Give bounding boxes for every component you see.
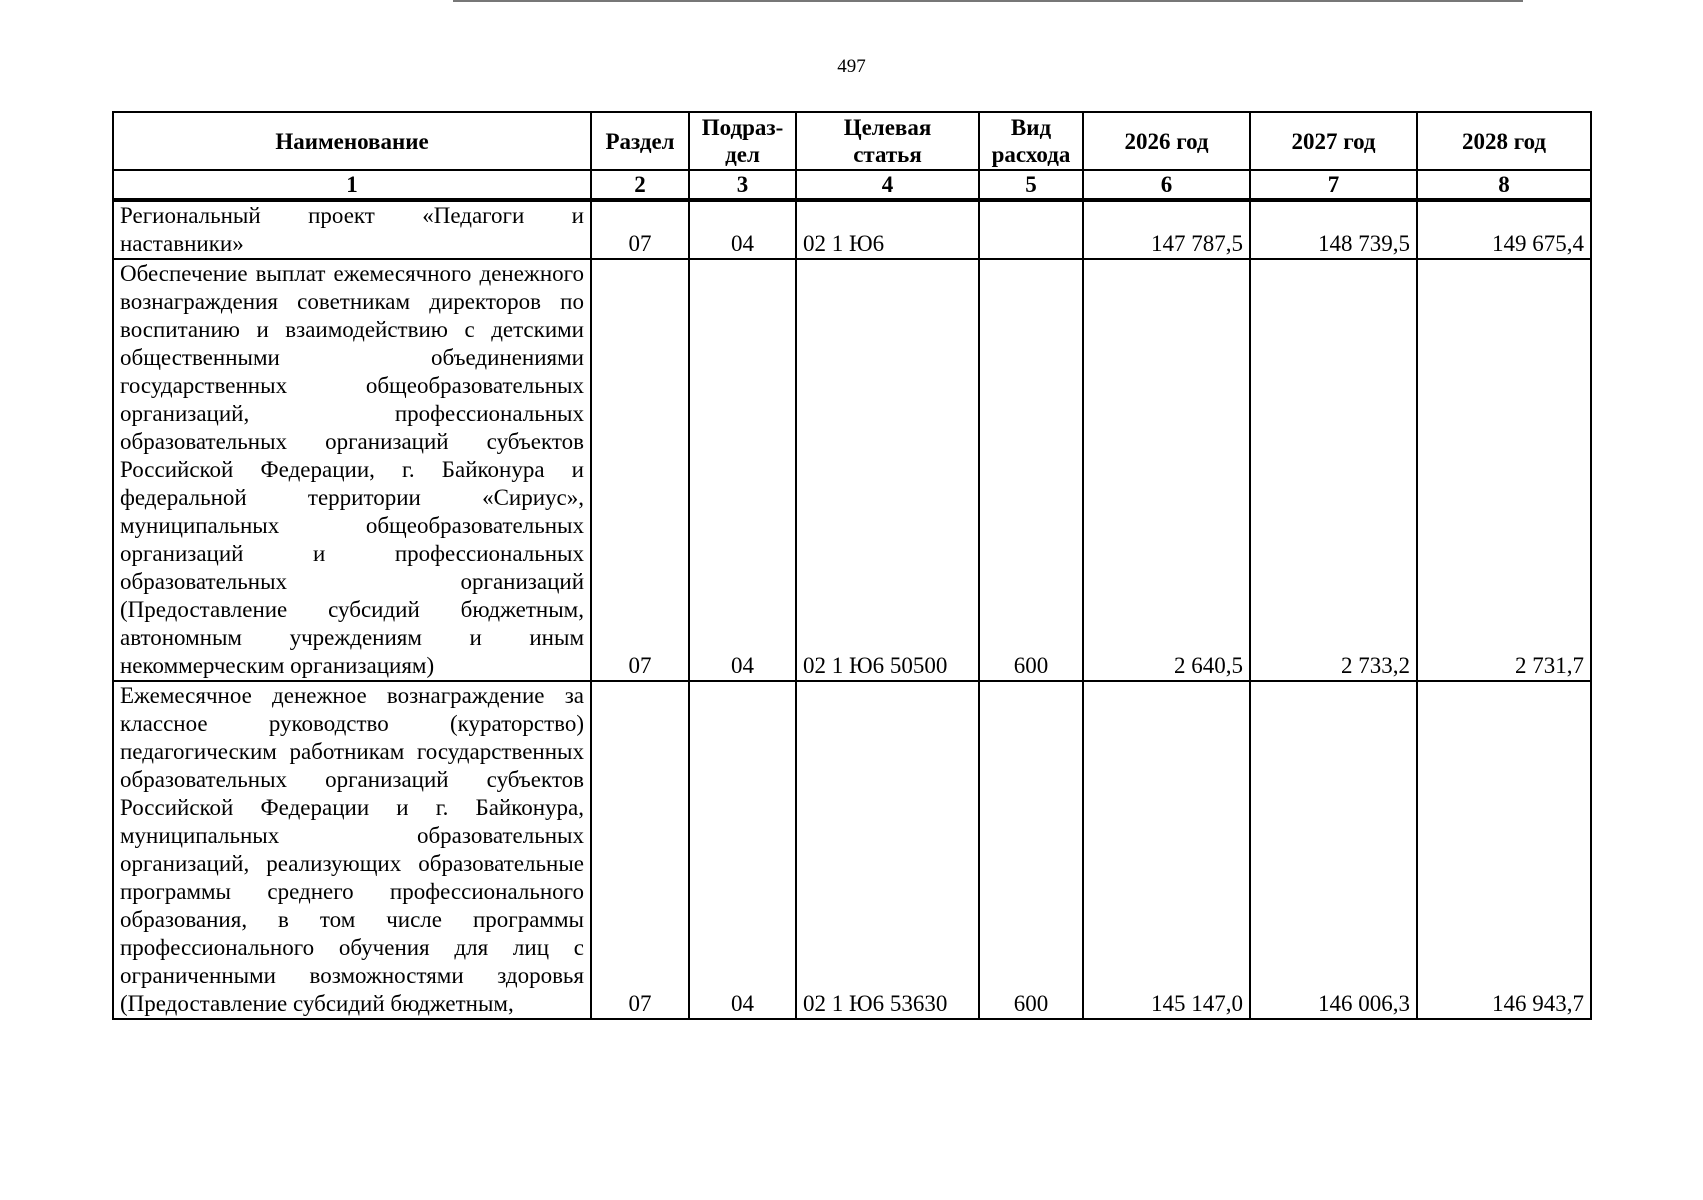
row-vid-raskhoda: 600 xyxy=(979,259,1083,681)
table-row xyxy=(113,200,1591,259)
row-name: Региональный проект «Педагоги и наставники» xyxy=(113,200,591,259)
row-razdel: 07 xyxy=(591,259,689,681)
row-amount-2028: 149 675,4 xyxy=(1417,200,1591,259)
row-podrazdel: 04 xyxy=(689,681,796,1019)
row-celevaya-statya: 02 1 Ю6 50500 xyxy=(796,259,979,681)
header-podrazdel: Подраз- дел xyxy=(689,112,796,170)
row-amount-2027: 2 733,2 xyxy=(1250,259,1417,681)
row-amount-2027: 146 006,3 xyxy=(1250,681,1417,1019)
header-2026: 2026 год xyxy=(1083,112,1250,170)
column-number: 6 xyxy=(1083,170,1250,200)
column-number: 4 xyxy=(796,170,979,200)
column-number-row xyxy=(113,170,1591,200)
column-number: 3 xyxy=(689,170,796,200)
row-vid-raskhoda: 600 xyxy=(979,681,1083,1019)
row-name: Ежемесячное денежное вознаграждение за классное руководство (кураторство) педагогическим работникам государственных образовательных организаций субъектов Российской Федерации и г. Байконура, муниципальных образовательных организаций, реализующих образовательные программы среднего профессионального образования, в том числе программы профессионального обучения для лиц с ограниченными возможностями здоровья (Предоставление субсидий бюджетным, xyxy=(113,681,591,1019)
row-podrazdel: 04 xyxy=(689,200,796,259)
table-row xyxy=(113,681,1591,1019)
table-row xyxy=(113,259,1591,681)
header-vid-raskhoda: Вид расхода xyxy=(979,112,1083,170)
row-amount-2028: 2 731,7 xyxy=(1417,259,1591,681)
row-vid-raskhoda xyxy=(979,200,1083,259)
top-rule xyxy=(453,0,1523,2)
row-amount-2026: 145 147,0 xyxy=(1083,681,1250,1019)
column-number: 1 xyxy=(113,170,591,200)
row-amount-2026: 147 787,5 xyxy=(1083,200,1250,259)
row-celevaya-statya: 02 1 Ю6 53630 xyxy=(796,681,979,1019)
row-podrazdel: 04 xyxy=(689,259,796,681)
column-number: 5 xyxy=(979,170,1083,200)
header-2028: 2028 год xyxy=(1417,112,1591,170)
header-razdel: Раздел xyxy=(591,112,689,170)
header-celevaya-statya: Целевая статья xyxy=(796,112,979,170)
row-amount-2027: 148 739,5 xyxy=(1250,200,1417,259)
column-number: 7 xyxy=(1250,170,1417,200)
row-amount-2026: 2 640,5 xyxy=(1083,259,1250,681)
header-name: Наименование xyxy=(113,112,591,170)
budget-table xyxy=(112,111,1592,1020)
header-row xyxy=(113,112,1591,170)
column-number: 2 xyxy=(591,170,689,200)
row-celevaya-statya: 02 1 Ю6 xyxy=(796,200,979,259)
row-razdel: 07 xyxy=(591,200,689,259)
row-razdel: 07 xyxy=(591,681,689,1019)
page-number: 497 xyxy=(837,56,866,77)
header-2027: 2027 год xyxy=(1250,112,1417,170)
row-name: Обеспечение выплат ежемесячного денежного вознаграждения советникам директоров по воспитанию и взаимодействию с детскими общественными объединениями государственных общеобразовательных организаций, профессиональных образовательных организаций субъектов Российской Федерации, г. Байконура и федеральной территории «Сириус», муниципальных общеобразовательных организаций и профессиональных образовательных организаций (Предоставление субсидий бюджетным, автономным учреждениям и иным некоммерческим организациям) xyxy=(113,259,591,681)
column-number: 8 xyxy=(1417,170,1591,200)
row-amount-2028: 146 943,7 xyxy=(1417,681,1591,1019)
